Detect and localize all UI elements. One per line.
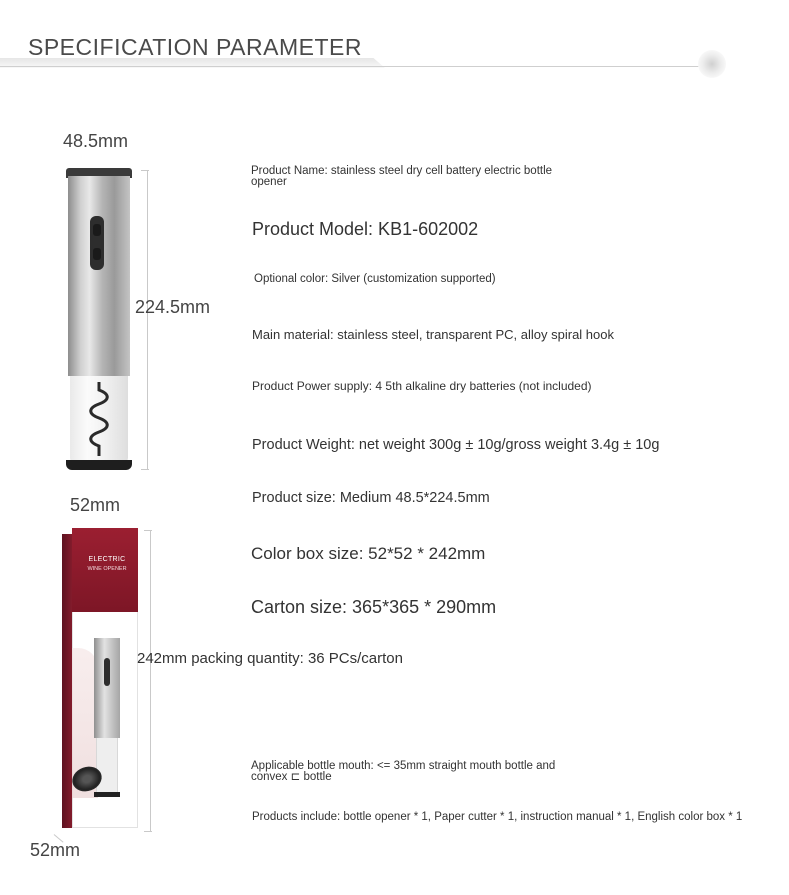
spec-main-material: Main material: stainless steel, transparent PC, alloy spiral hook: [252, 327, 614, 342]
spiral-hook-icon: [84, 380, 114, 458]
spec-color-box-size: Color box size: 52*52 * 242mm: [251, 544, 486, 563]
header-dot-ornament: [698, 50, 726, 78]
box-print-line2: WINE OPENER: [87, 566, 127, 572]
spec-product-size: Product size: Medium 48.5*224.5mm: [252, 490, 490, 506]
opener-height-line: [147, 170, 148, 470]
opener-width-label: 48.5mm: [63, 131, 129, 151]
spec-product-name: Product Name: stainless steel dry cell battery electric bottle opener: [251, 165, 553, 188]
box-height-tick-top: [144, 530, 152, 531]
color-box-image: [62, 528, 138, 828]
box-height-line: [150, 530, 151, 832]
spec-product-weight: Product Weight: net weight 300g ± 10g/gross weight 3.4g ± 10g: [252, 437, 660, 453]
opener-steel-body: [68, 176, 130, 376]
opener-base: [66, 460, 132, 470]
opener-height-label: 224.5mm: [135, 297, 211, 317]
spec-power-supply: Product Power supply: 4 5th alkaline dry batteries (not included): [252, 379, 592, 393]
spec-bottle-mouth: Applicable bottle mouth: <= 35mm straight mouth bottle and convex ⊏ bottle: [251, 760, 556, 783]
page-title: SPECIFICATION PARAMETER: [28, 34, 362, 60]
opener-switch: [90, 216, 104, 270]
box-height-tick-bottom: [144, 831, 152, 832]
spec-carton-size: Carton size: 365*365 * 290mm: [251, 597, 497, 617]
spec-packing-quantity: [137, 650, 403, 667]
spec-products-include: Products include: bottle opener * 1, Paper cutter * 1, instruction manual * 1, English color box * 1: [252, 811, 743, 823]
packing-quantity-text: packing quantity: 36 PCs/carton: [191, 650, 403, 667]
opener-height-tick-bottom: [141, 469, 149, 470]
spec-optional-color: Optional color: Silver (customization supported): [254, 273, 496, 285]
box-width-label: 52mm: [70, 495, 121, 515]
box-depth-label: 52mm: [30, 840, 81, 860]
box-height-label: 242mm: [137, 650, 188, 667]
opener-height-tick-top: [141, 170, 149, 171]
box-print-line1: ELECTRIC: [88, 556, 126, 563]
spec-product-model: Product Model: KB1-602002: [252, 219, 479, 239]
header-divider: [0, 66, 700, 67]
bottle-opener-image: [66, 168, 132, 470]
